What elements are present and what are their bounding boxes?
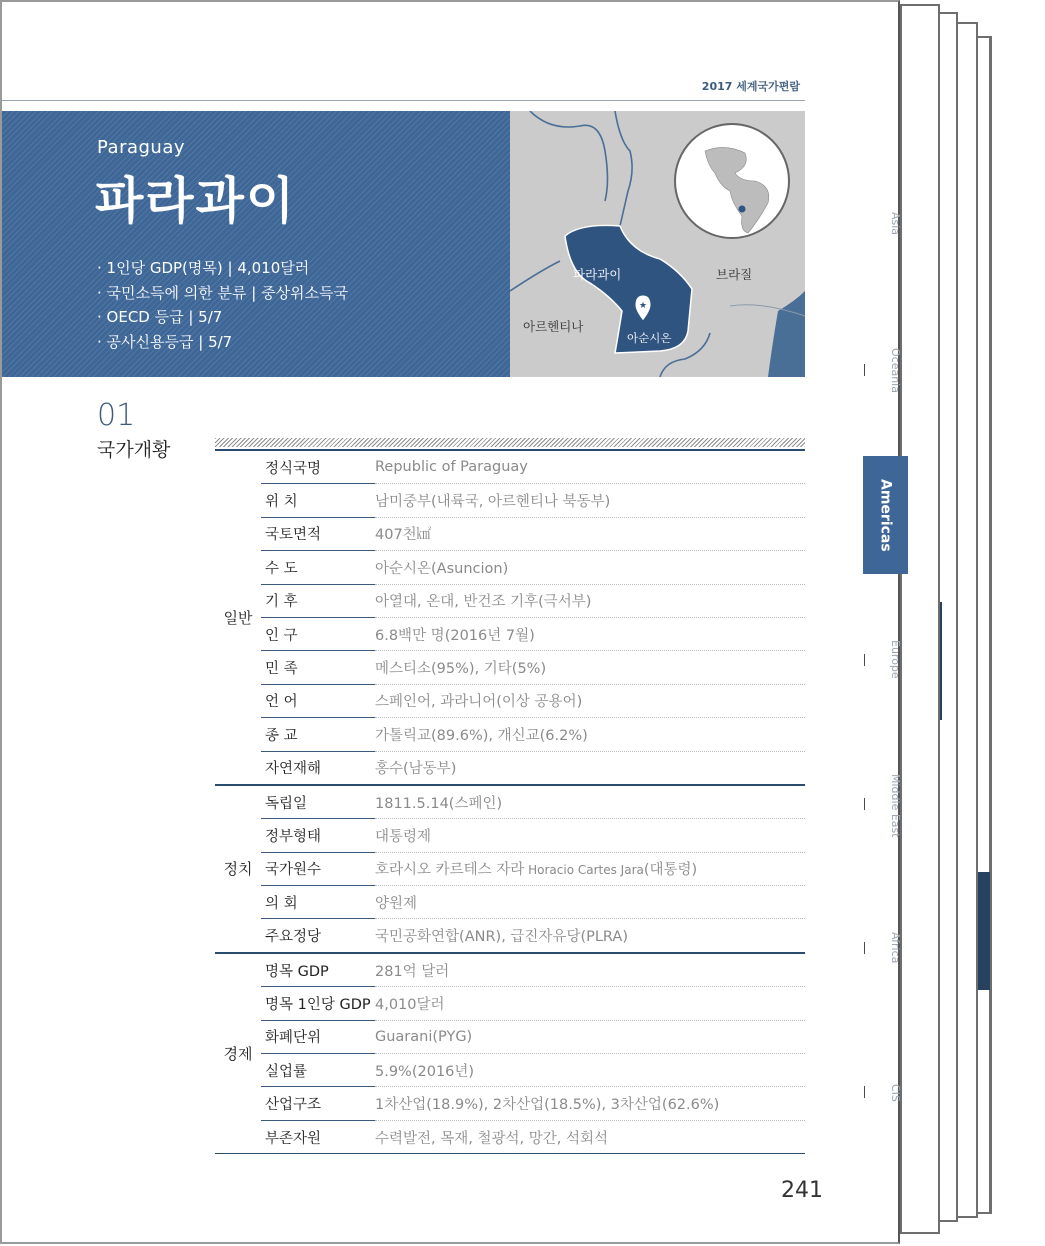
- table-row: [215, 584, 805, 617]
- row-value: 양원제: [375, 886, 805, 919]
- table-row: [215, 484, 805, 517]
- row-label: 산업구조: [261, 1087, 375, 1120]
- row-value: 아열대, 온대, 반건조 기후(극서부): [375, 584, 805, 617]
- row-value: 수력발전, 목재, 철광석, 망간, 석회석: [375, 1130, 608, 1147]
- table-row: [215, 953, 805, 987]
- row-value: Guarani(PYG): [375, 1020, 805, 1053]
- tab-africa[interactable]: Africa: [889, 932, 902, 964]
- map-label-argentina: 아르헨티나: [523, 319, 584, 334]
- table-row: [215, 651, 805, 684]
- row-value: 가톨릭교(89.6%), 개신교(6.2%): [375, 718, 805, 751]
- table-row: [215, 852, 805, 885]
- table-row: [215, 551, 805, 584]
- row-label: 독립일: [261, 785, 375, 819]
- table-row: [215, 785, 805, 819]
- row-value: 407천㎢: [375, 517, 805, 550]
- group-label: 정치: [223, 860, 253, 879]
- row-label: 기 후: [261, 584, 375, 617]
- country-name-en: Paraguay: [97, 137, 186, 158]
- table-row: [215, 1120, 805, 1153]
- row-value: 메스티소(95%), 기타(5%): [375, 651, 805, 684]
- tab-divider: [864, 798, 865, 810]
- row-label: 명목 GDP: [261, 953, 375, 987]
- globe-marker: [739, 206, 746, 213]
- group-politics: [215, 785, 805, 953]
- table-row: [215, 617, 805, 650]
- book-edge-1: [900, 4, 940, 1234]
- row-label: 정식국명: [261, 450, 375, 484]
- hatch-rule: [215, 438, 805, 447]
- country-banner: [2, 111, 510, 377]
- row-label: 자연재해: [265, 761, 322, 778]
- table-row: [215, 1087, 805, 1120]
- page-number: 241: [781, 1178, 823, 1203]
- row-value: 4,010달러: [375, 987, 805, 1020]
- row-value: 281억 달러: [375, 953, 805, 987]
- key-fact: · 공사신용등급 | 5/7: [97, 332, 233, 351]
- row-label: 민 족: [261, 651, 375, 684]
- row-label: 주요정당: [265, 929, 322, 946]
- row-label: 부존자원: [265, 1130, 322, 1147]
- row-label: 명목 1인당 GDP: [261, 987, 375, 1020]
- row-label: 정부형태: [261, 819, 375, 852]
- key-fact: · 1인당 GDP(명목) | 4,010달러: [97, 259, 310, 277]
- tab-europe[interactable]: Europe: [889, 640, 902, 679]
- map-svg: [510, 111, 805, 377]
- table-row: [215, 1020, 805, 1053]
- country-name-kr: 파라과이: [95, 172, 297, 230]
- table-row: [215, 718, 805, 751]
- tab-divider: [864, 942, 865, 954]
- table-row: [215, 1054, 805, 1087]
- row-label: 언 어: [261, 684, 375, 717]
- group-label: 일반: [223, 608, 253, 627]
- tab-middle-east[interactable]: Middle East: [889, 774, 902, 838]
- row-label: 의 회: [261, 886, 375, 919]
- row-value: 호라시오 카르테스 자라 Horacio Cartes Jara(대통령): [375, 852, 805, 885]
- header-rule: [2, 100, 805, 101]
- key-fact: · OECD 등급 | 5/7: [97, 308, 223, 326]
- key-fact: · 국민소득에 의한 분류 | 중상위소득국: [97, 283, 349, 302]
- row-label: 국가원수: [261, 852, 375, 885]
- row-value: Republic of Paraguay: [375, 450, 805, 484]
- table-row: [215, 684, 805, 717]
- row-value: 아순시온(Asuncion): [375, 551, 805, 584]
- row-label: 국토면적: [261, 517, 375, 550]
- row-value: 5.9%(2016년): [375, 1054, 805, 1087]
- table-row: [215, 987, 805, 1020]
- row-value: 남미중부(내륙국, 아르헨티나 북동부): [375, 484, 805, 517]
- row-label: 위 치: [261, 484, 375, 517]
- row-value: 1811.5.14(스페인): [375, 785, 805, 819]
- section-title: 국가개황: [97, 439, 171, 461]
- row-value: 대통령제: [375, 819, 805, 852]
- tab-divider: [864, 654, 865, 666]
- row-label: 실업률: [261, 1054, 375, 1087]
- tab-asia[interactable]: Asia: [889, 212, 902, 236]
- svg-text:★: ★: [638, 301, 648, 311]
- row-label: 수 도: [261, 551, 375, 584]
- group-general: [215, 450, 805, 785]
- map-label-capital: 아순시온: [627, 331, 672, 345]
- row-value: 홍수(남동부): [375, 761, 457, 778]
- map-label-brazil: 브라질: [716, 267, 753, 282]
- row-value: 6.8백만 명(2016년 7월): [375, 617, 805, 650]
- section-number: 01: [97, 398, 136, 433]
- tab-divider: [864, 364, 865, 376]
- table-row: [215, 450, 805, 484]
- tab-cis[interactable]: CIS: [889, 1084, 902, 1102]
- map-label-paraguay: 파라과이: [573, 267, 622, 282]
- row-label: 화폐단위: [261, 1020, 375, 1053]
- tab-americas[interactable]: Americas: [863, 456, 908, 574]
- table-row: [215, 517, 805, 550]
- row-value: 스페인어, 과라니어(이상 공용어): [375, 684, 805, 717]
- row-value: 국민공화연합(ANR), 급진자유당(PLRA): [375, 929, 628, 946]
- tab-oceania[interactable]: Oceania: [889, 348, 902, 393]
- group-label: 경제: [223, 1045, 253, 1064]
- table-row: [215, 919, 805, 953]
- location-map: [510, 111, 805, 377]
- row-label: 종 교: [261, 718, 375, 751]
- table-row: [215, 886, 805, 919]
- tab-divider: [864, 1086, 865, 1098]
- group-economy: [215, 953, 805, 1154]
- row-label: 인 구: [261, 617, 375, 650]
- running-head: 2017 세계국가편람: [701, 80, 800, 93]
- table-row: [215, 819, 805, 852]
- table-row: [215, 751, 805, 785]
- country-overview-table: [215, 449, 805, 1154]
- row-value: 1차산업(18.9%), 2차산업(18.5%), 3차산업(62.6%): [375, 1087, 805, 1120]
- key-facts-list: [97, 256, 348, 354]
